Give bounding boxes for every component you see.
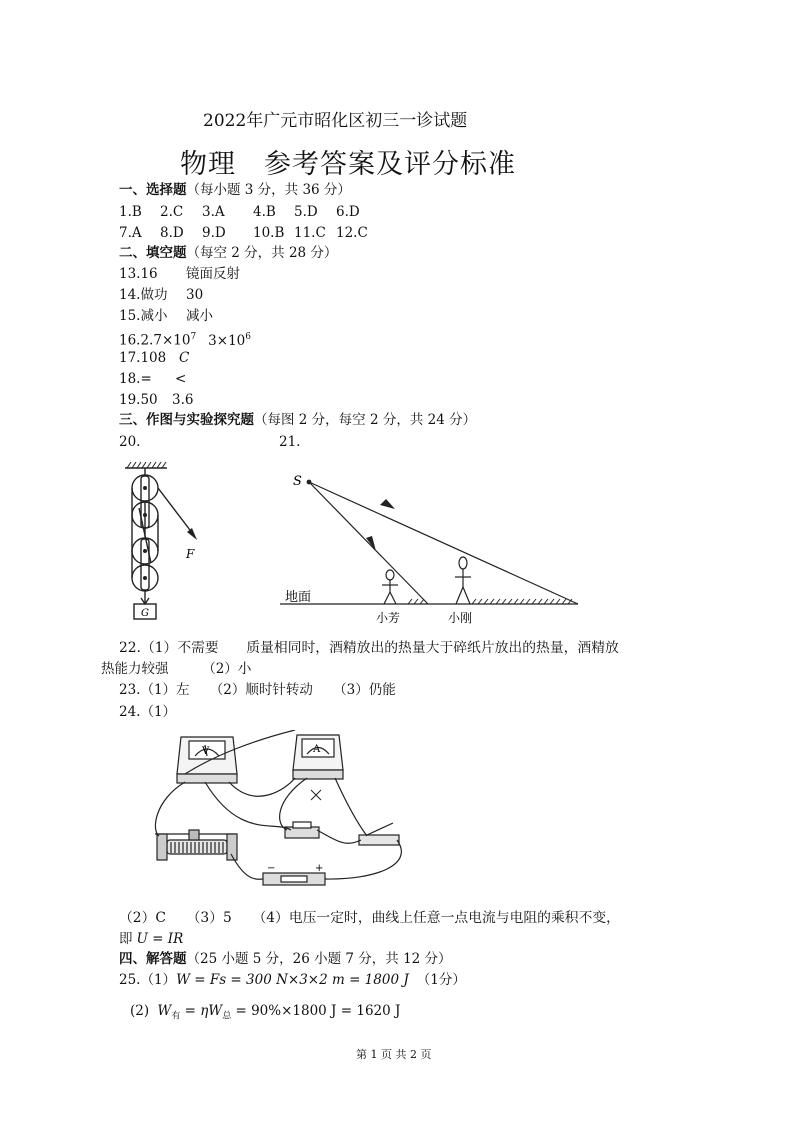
fill-17 <box>119 350 189 366</box>
answer-10: 10.B <box>253 225 285 241</box>
battery <box>263 873 325 885</box>
fill-16-exp2: 6 <box>245 332 251 342</box>
fill-19-num: 19.50 <box>119 392 158 408</box>
fill-15 <box>119 308 213 324</box>
q25-part2-sub1: 有 <box>171 1011 181 1022</box>
ammeter <box>293 735 343 779</box>
answer-9: 9.D <box>202 225 226 241</box>
fill-13-ans: 镜面反射 <box>186 266 240 282</box>
q22-line1: 22.（1）不需要 质量相同时，酒精放出的热量大于碎纸片放出的热量，酒精放 <box>119 640 619 656</box>
q25-part2 <box>130 1003 400 1025</box>
q25-part1-score: （1分） <box>416 972 466 988</box>
fill-15-num: 15.减小 <box>119 308 168 324</box>
ray-to-ground <box>309 482 578 604</box>
fill-13 <box>119 266 240 282</box>
q25-part2-mid: = ηW <box>180 1003 223 1019</box>
ray-arrow-1 <box>380 499 395 509</box>
fill-16-exp1: 7 <box>190 332 197 342</box>
q24-formula: U = IR <box>136 931 184 947</box>
exam-title: 2022年广元市昭化区初三一诊试题 <box>203 111 468 131</box>
wire-7 <box>325 840 401 879</box>
answers-row-1 <box>119 204 360 220</box>
answer-6: 6.D <box>336 204 360 220</box>
person2-figure <box>455 557 471 604</box>
force-arrowhead <box>187 528 197 540</box>
voltmeter-label: V <box>202 746 210 757</box>
answer-5: 5.D <box>294 204 318 220</box>
weight-label: G <box>141 608 149 619</box>
section1-note: （每小题 3 分，共 36 分） <box>186 182 351 198</box>
ceiling-hatch <box>127 462 166 468</box>
section3-heading: 三、作图与实验探究题 <box>119 412 254 428</box>
source-label: S <box>293 474 302 489</box>
q25-part2-prefix: (2) <box>130 1003 150 1019</box>
fill-14 <box>119 287 203 303</box>
person1-figure <box>382 570 398 604</box>
ground-label: 地面 <box>285 590 312 605</box>
q23: 23.（1）左 （2）顺时针转动 （3）仍能 <box>119 682 396 698</box>
wire-6 <box>317 830 361 843</box>
wire-3 <box>205 782 291 830</box>
force-arrow-line <box>158 488 193 534</box>
q24-label: 24.（1） <box>119 704 177 720</box>
doc-title: 物理 参考答案及评分标准 <box>180 149 516 180</box>
q25-part2-w: W <box>157 1003 172 1019</box>
q20-label: 20. <box>119 434 141 450</box>
section2-heading-line <box>119 245 337 261</box>
fill-17-ans: C <box>179 350 190 366</box>
person1-label: 小芳 <box>376 611 401 625</box>
battery-minus-label: − <box>267 863 276 874</box>
fill-14-num: 14.做功 <box>119 287 168 303</box>
section2-heading: 二、填空题 <box>119 245 187 261</box>
fill-16 <box>119 329 251 349</box>
q25-part2-sub2: 总 <box>222 1011 232 1022</box>
fill-18 <box>119 371 186 387</box>
q25-part2-end: = 90%×1800 J = 1620 J <box>231 1003 401 1019</box>
q25-part1-prefix: 25.（1） <box>119 972 177 988</box>
fill-17-num: 17.108 <box>119 350 167 366</box>
fill-19 <box>119 392 193 408</box>
q21-label: 21. <box>279 434 301 450</box>
ammeter-label: A <box>313 744 321 755</box>
answer-12: 12.C <box>336 225 368 241</box>
battery-plus-label: + <box>315 863 324 874</box>
fill-19-ans: 3.6 <box>172 392 194 408</box>
fill-18-ans: < <box>175 371 187 387</box>
q24-line2: （2）C （3）5 （4）电压一定时，曲线上任意一点电流与电阻的乘积不变， <box>119 910 620 926</box>
ray-arrow-2 <box>366 536 376 551</box>
section1-heading-line <box>119 182 351 198</box>
fill-16-num: 16.2.7×10 <box>119 332 191 349</box>
ground-hatch <box>408 599 572 604</box>
q24-line3 <box>119 931 183 947</box>
answer-2: 2.C <box>160 204 184 220</box>
circuit-figure <box>145 730 415 892</box>
fill-14-ans: 30 <box>186 287 204 303</box>
section4-note: （25 小题 5 分，26 小题 7 分，共 12 分） <box>186 951 452 967</box>
section1-heading: 一、选择题 <box>119 182 187 198</box>
force-label: F <box>186 547 195 561</box>
wire-2 <box>229 778 295 796</box>
voltmeter <box>177 737 237 783</box>
section3-note: （每图 2 分，每空 2 分，共 24 分） <box>254 412 477 428</box>
wire-1 <box>155 782 185 836</box>
wire-5 <box>335 778 367 836</box>
section4-heading: 四、解答题 <box>119 951 187 967</box>
q22-line2: 热能力较强 （2）小 <box>101 661 252 677</box>
person2-label: 小刚 <box>448 611 473 625</box>
q25-part1 <box>119 972 466 988</box>
section4-heading-line <box>119 951 452 967</box>
answer-1: 1.B <box>119 204 142 220</box>
rheostat <box>155 830 237 860</box>
answer-7: 7.A <box>119 225 142 241</box>
answer-8: 8.D <box>160 225 184 241</box>
section2-note: （每空 2 分，共 28 分） <box>186 245 338 261</box>
fill-15-ans: 减小 <box>186 308 213 324</box>
section3-heading-line <box>119 412 476 428</box>
fill-16-ans: 3×10 <box>208 332 246 349</box>
q24-line3-prefix: 即 <box>119 931 133 947</box>
page-footer: 第 1 页 共 2 页 <box>356 1048 432 1061</box>
answers-row-2 <box>119 225 368 241</box>
answer-4: 4.B <box>253 204 276 220</box>
ray-to-person1 <box>309 482 428 604</box>
answer-3: 3.A <box>202 204 225 220</box>
fill-18-num: 18.= <box>119 371 152 387</box>
answer-11: 11.C <box>294 225 326 241</box>
pulley-figure <box>115 458 215 626</box>
fill-13-num: 13.16 <box>119 266 158 282</box>
q25-part1-formula: W = Fs = 300 N×3×2 m = 1800 J <box>176 972 409 988</box>
light-ray-figure <box>280 465 590 630</box>
